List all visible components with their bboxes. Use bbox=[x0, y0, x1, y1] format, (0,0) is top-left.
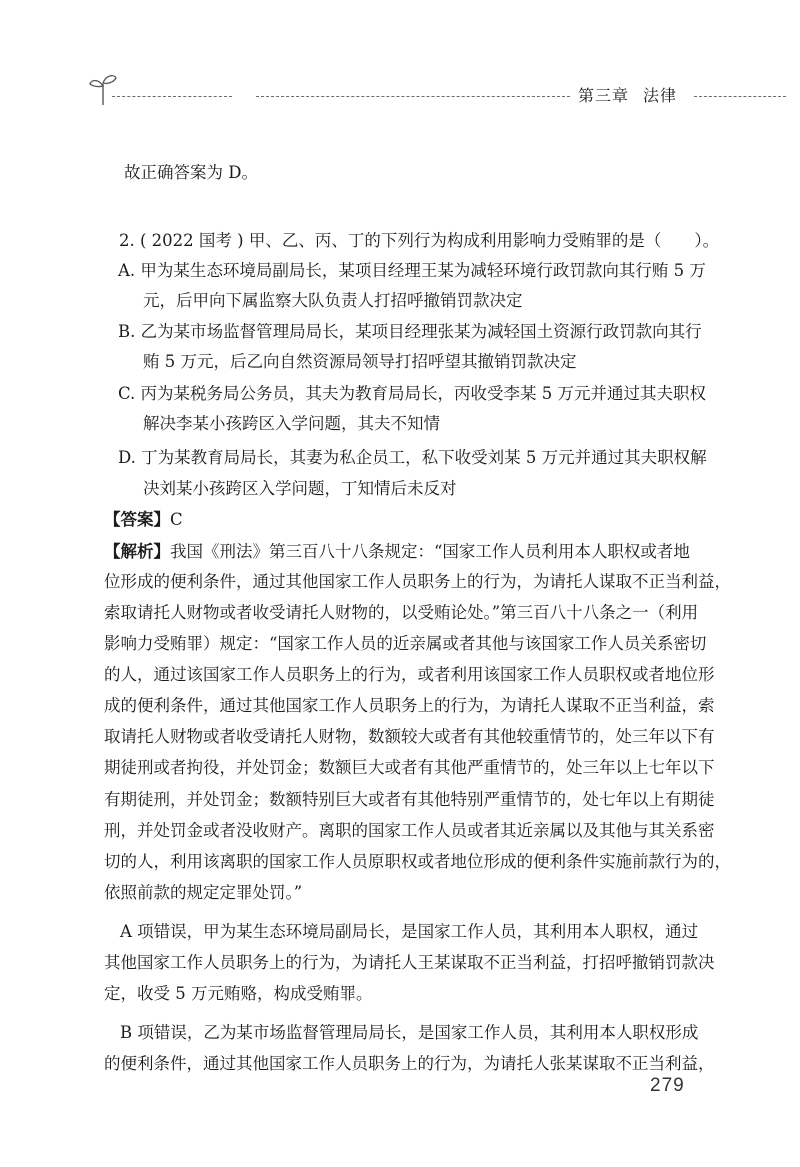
analysis-label: 【解析】 bbox=[104, 542, 170, 561]
analysis-line: 依照前款的规定定罪处罚。” bbox=[104, 883, 303, 902]
explanation-b: B 项错误，乙为某市场监督管理局局长，是国家工作人员，其利用本人职权形成 bbox=[120, 1023, 699, 1042]
answer-value: C bbox=[170, 510, 183, 529]
explanation-a-cont: 定，收受 5 万元贿赂，构成受贿罪。 bbox=[104, 984, 373, 1003]
answer-line bbox=[104, 508, 183, 532]
option-a-cont: 元，后甲向下属监察大队负责人打招呼撤销罚款决定 bbox=[143, 291, 523, 310]
header-rule-right bbox=[694, 96, 786, 97]
explanation-b-cont: 的便利条件，通过其他国家工作人员职务上的行为，为请托人张某谋取不正当利益， bbox=[104, 1054, 715, 1073]
analysis-line: 影响力受贿罪）规定：“国家工作人员的近亲属或者其他与该国家工作人员关系密切 bbox=[104, 634, 707, 653]
option-d-cont: 决刘某小孩跨区入学问题，丁知情后未反对 bbox=[143, 479, 457, 498]
analysis-line: 的人，通过该国家工作人员职务上的行为，或者利用该国家工作人员职权或者地位形 bbox=[104, 665, 715, 684]
analysis-line: 切的人，利用该离职的国家工作人员原职权或者地位形成的便利条件实施前款行为的， bbox=[104, 852, 731, 871]
analysis-text: 我国《刑法》第三百八十八条规定：“国家工作人员利用本人职权或者地 bbox=[170, 542, 690, 561]
header-rule-left bbox=[112, 96, 232, 97]
option-b-cont: 贿 5 万元，后乙向自然资源局领导打招呼望其撤销罚款决定 bbox=[143, 352, 577, 371]
option-b: B. 乙为某市场监督管理局局长，某项目经理张某为减轻国土资源行政罚款向其行 bbox=[118, 322, 702, 341]
analysis-line: 取请托人财物或者收受请托人财物，数额较大或者有其他较重情节的，处三年以下有 bbox=[104, 727, 715, 746]
page-number: 279 bbox=[650, 1075, 685, 1096]
answer-conclusion: 故正确答案为 D。 bbox=[124, 163, 258, 182]
analysis-line: 期徒刑或者拘役，并处罚金；数额巨大或者有其他严重情节的，处三年以上七年以下 bbox=[104, 758, 715, 777]
option-c-cont: 解决李某小孩跨区入学问题，其夫不知情 bbox=[143, 414, 440, 433]
header-rule-middle bbox=[256, 96, 570, 97]
analysis-line: 刑，并处罚金或者没收财产。离职的国家工作人员或者其近亲属以及其他与其关系密 bbox=[104, 821, 715, 840]
question-stem: 2. ( 2022 国考 ) 甲、乙、丙、丁的下列行为构成利用影响力受贿罪的是（ ）。 bbox=[119, 231, 720, 250]
analysis-line bbox=[104, 540, 690, 564]
running-header bbox=[578, 85, 677, 107]
explanation-a-cont: 其他国家工作人员职务上的行为，为请托人王某谋取不正当利益，打招呼撤销罚款决 bbox=[104, 953, 715, 972]
analysis-line: 索取请托人财物或者收受请托人财物的，以受贿论处。”第三百八十八条之一（利用 bbox=[104, 603, 699, 622]
answer-label: 【答案】 bbox=[104, 510, 170, 529]
analysis-line: 有期徒刑，并处罚金；数额特别巨大或者有其他特别严重情节的，处七年以上有期徒 bbox=[104, 790, 715, 809]
analysis-line: 成的便利条件，通过其他国家工作人员职务上的行为，为请托人谋取不正当利益，索 bbox=[104, 696, 715, 715]
option-c: C. 丙为某税务局公务员，其夫为教育局局长，丙收受李某 5 万元并通过其夫职权 bbox=[118, 384, 707, 403]
chapter-title: 法律 bbox=[643, 86, 678, 105]
sprout-icon bbox=[88, 72, 118, 106]
option-d: D. 丁为某教育局局长，其妻为私企员工，私下收受刘某 5 万元并通过其夫职权解 bbox=[118, 448, 707, 467]
option-a: A. 甲为某生态环境局副局长，某项目经理王某为减轻环境行政罚款向其行贿 5 万 bbox=[118, 261, 706, 280]
explanation-a: A 项错误，甲为某生态环境局副局长，是国家工作人员，其利用本人职权，通过 bbox=[120, 922, 699, 941]
analysis-line: 位形成的便利条件，通过其他国家工作人员职务上的行为，为请托人谋取不正当利益， bbox=[104, 572, 731, 591]
chapter-number: 第三章 bbox=[578, 86, 630, 105]
